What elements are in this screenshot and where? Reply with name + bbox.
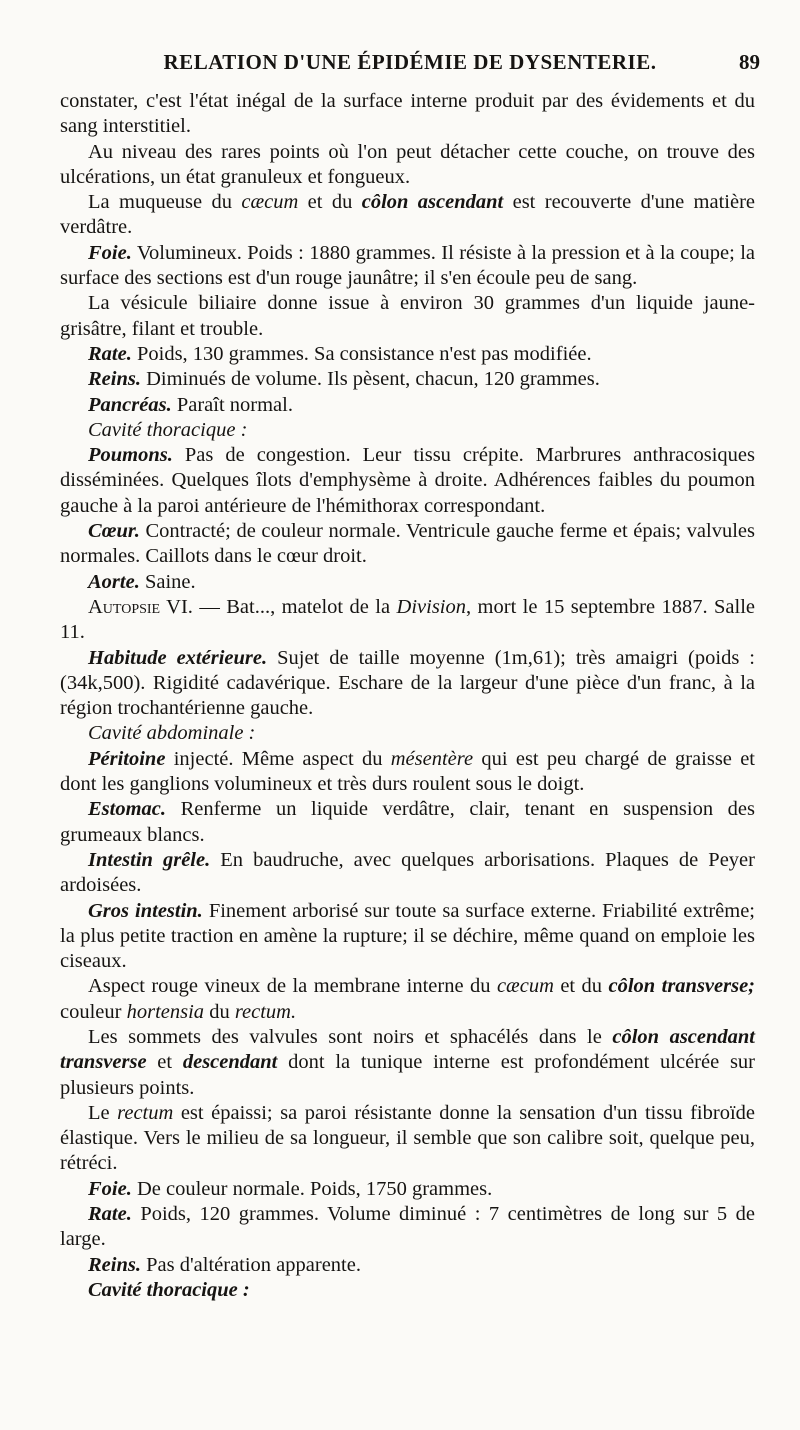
section-lead: Habitude extérieure.	[88, 646, 268, 669]
paragraph: Foie. De couleur normale. Poids, 1750 grammes.	[88, 1177, 493, 1200]
section-lead: Péritoine	[88, 747, 166, 770]
paragraph: Gros intestin. Finement arborisé sur toute sa surface externe. Friabilité extrême; la plus petite traction en amène la rupture; il se déchire, même quand on emploie les ciseaux.	[60, 899, 755, 973]
paragraph: Rate. Poids, 130 grammes. Sa consistance n'est pas modifiée.	[88, 342, 592, 365]
section-lead: Reins.	[88, 1253, 141, 1276]
paragraph: Cœur. Contracté; de couleur normale. Ventricule gauche ferme et épais; valvules normales. Caillots dans le cœur droit.	[60, 520, 755, 568]
page-body	[60, 89, 755, 1303]
section-lead: Foie.	[88, 241, 132, 264]
paragraph: Reins. Diminués de volume. Ils pèsent, chacun, 120 grammes.	[88, 368, 600, 391]
paragraph: La muqueuse du cæcum et du côlon ascendant est recouverte d'une matière verdâtre.	[60, 191, 755, 239]
running-header	[60, 50, 760, 82]
paragraph: Pancréas. Paraît normal.	[88, 393, 293, 416]
paragraph: Aspect rouge vineux de la membrane interne du cæcum et du côlon transverse; couleur hortensia du rectum.	[60, 975, 756, 1023]
section-lead: Gros intestin.	[88, 899, 203, 922]
paragraph: Péritoine injecté. Même aspect du mésentère qui est peu chargé de graisse et dont les ganglions volumineux et très durs roulent sous le doigt.	[60, 747, 755, 796]
paragraph: La vésicule biliaire donne issue à environ 30 grammes d'un liquide jaune-grisâtre, filant et trouble.	[60, 292, 755, 340]
paragraph: Autopsie VI. — Bat..., matelot de la Division, mort le 15 septembre 1887. Salle 11.	[60, 595, 755, 644]
page-number: 89	[739, 50, 760, 74]
section-lead: Aorte.	[88, 570, 140, 593]
section-lead: Rate.	[88, 342, 132, 365]
paragraph: Habitude extérieure. Sujet de taille moyenne (1m,61); très amaigri (poids : (34k,500). Rigidité cadavérique. Eschare de la largeur d'une pièce d'un franc, à la région trochantérienne gauche.	[60, 646, 755, 720]
paragraph: Reins. Pas d'altération apparente.	[88, 1253, 361, 1276]
section-heading: Cavité thoracique :	[88, 1278, 250, 1301]
autopsy-label: Autopsie	[88, 595, 161, 618]
section-heading: Cavité abdominale :	[88, 722, 256, 745]
paragraph: Intestin grêle. En baudruche, avec quelques arborisations. Plaques de Peyer ardoisées.	[60, 848, 755, 897]
section-lead: Rate.	[88, 1203, 132, 1226]
paragraph: Foie. Volumineux. Poids : 1880 grammes. Il résiste à la pression et à la coupe; la surface des sections est d'un rouge jaunâtre; il s'en écoule peu de sang.	[60, 241, 755, 290]
paragraph: Les sommets des valvules sont noirs et sphacélés dans le côlon ascendant transverse et descendant dont la tunique interne est profondément ulcérée sur plusieurs points.	[60, 1025, 755, 1099]
section-lead: Foie.	[88, 1177, 132, 1200]
paragraph: Aorte. Saine.	[88, 570, 196, 593]
section-lead: Pancréas.	[88, 393, 172, 416]
section-lead: Reins.	[88, 368, 141, 391]
running-title: RELATION D'UNE ÉPIDÉMIE DE DYSENTERIE.	[163, 50, 657, 74]
section-lead: Cœur.	[88, 520, 140, 543]
paragraph: constater, c'est l'état inégal de la surface interne produit par des évidements et du sang interstitiel.	[60, 90, 755, 138]
section-lead: Estomac.	[88, 798, 167, 821]
paragraph: Au niveau des rares points où l'on peut détacher cette couche, on trouve des ulcérations, un état granuleux et fongueux.	[60, 140, 755, 188]
paragraph: Estomac. Renferme un liquide verdâtre, clair, tenant en suspension des grumeaux blancs.	[60, 798, 755, 846]
paragraph: Poumons. Pas de congestion. Leur tissu crépite. Marbrures anthracosiques disséminées. Quelques îlots d'emphysème à droite. Adhérences faibles du poumon gauche à la paroi antérieure de l'hémithorax correspondant.	[60, 444, 755, 517]
paragraph: Rate. Poids, 120 grammes. Volume diminué : 7 centimètres de long sur 5 de large.	[60, 1203, 755, 1251]
paragraph: Le rectum est épaissi; sa paroi résistante donne la sensation d'un tissu fibroïde élastique. Vers le milieu de sa longueur, il semble que son calibre soit, quelque peu, rétréci.	[60, 1101, 755, 1175]
section-lead: Poumons.	[88, 444, 173, 467]
section-lead: Intestin grêle.	[88, 848, 211, 871]
section-heading: Cavité thoracique :	[88, 418, 248, 441]
